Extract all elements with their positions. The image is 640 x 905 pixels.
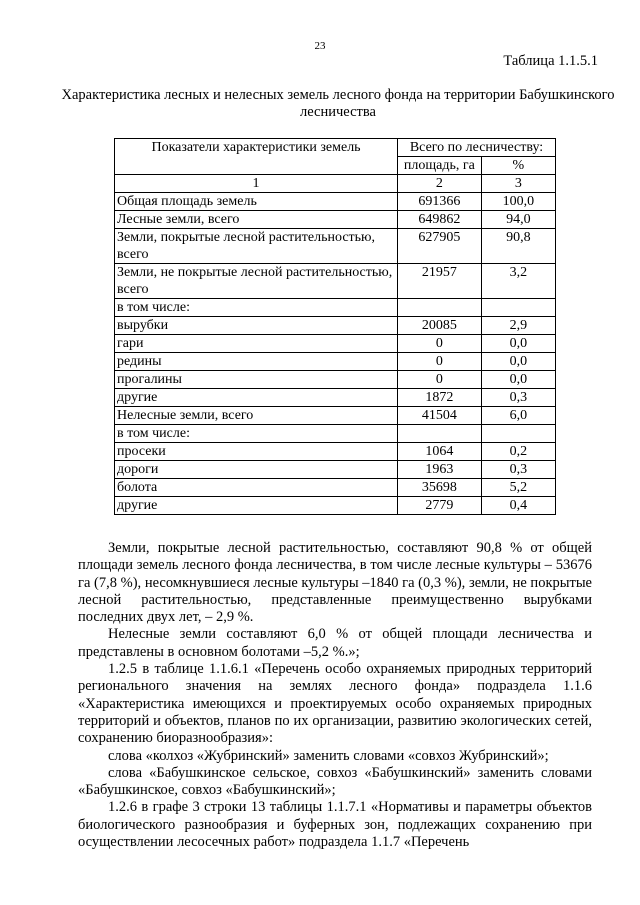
row-area: 649862 xyxy=(398,211,482,229)
row-percent: 6,0 xyxy=(481,407,555,425)
row-percent: 5,2 xyxy=(481,479,555,497)
land-characteristics-table xyxy=(114,138,556,515)
table-row xyxy=(115,407,556,425)
row-area: 20085 xyxy=(398,317,482,335)
row-label: просеки xyxy=(115,443,398,461)
row-area xyxy=(398,425,482,443)
header-total: Всего по лесничеству: xyxy=(398,139,556,157)
table-row xyxy=(115,389,556,407)
row-area: 41504 xyxy=(398,407,482,425)
paragraph: слова «колхоз «Жубринский» заменить словами «совхоз Жубринский»; xyxy=(108,747,549,764)
row-percent: 100,0 xyxy=(481,193,555,211)
row-area: 2779 xyxy=(398,497,482,515)
header-area: площадь, га xyxy=(398,157,482,175)
row-percent: 0,2 xyxy=(481,443,555,461)
paragraph: Земли, покрытые лесной растительностью, составляют 90,8 % от общей площади земель лесного фонда лесничества, в том числе лесные культуры – 53676 га (7,8 %), несомкнувшиеся лесные культуры –1840 га (0,3 %), земли, не покрытые лесной растительностью, представленные преимущественно вырубками последних двух лет, – 2,9 %. xyxy=(78,540,592,626)
table-row xyxy=(115,229,556,264)
table-row xyxy=(115,299,556,317)
table-row xyxy=(115,317,556,335)
table-row xyxy=(115,211,556,229)
row-percent: 0,3 xyxy=(481,461,555,479)
column-number: 2 xyxy=(398,175,482,193)
row-label: дороги xyxy=(115,461,398,479)
row-label: Земли, не покрытые лесной растительностью, всего xyxy=(115,264,398,299)
table-row xyxy=(115,461,556,479)
row-area: 1872 xyxy=(398,389,482,407)
row-area: 0 xyxy=(398,353,482,371)
column-numbers-row xyxy=(115,175,556,193)
row-percent: 3,2 xyxy=(481,264,555,299)
row-percent xyxy=(481,425,555,443)
row-area: 1963 xyxy=(398,461,482,479)
paragraph: 1.2.5 в таблице 1.1.6.1 «Перечень особо охраняемых природных территорий регионального значения на землях лесного фонда» подраздела 1.1.6 «Характеристика имеющихся и проектируемых особо охраняемых природных территорий и объектов, планов по их организации, развитию экологических сетей, сохранению биоразнообразия»: xyxy=(78,661,592,747)
table-row xyxy=(115,264,556,299)
row-percent: 0,0 xyxy=(481,335,555,353)
table-row xyxy=(115,353,556,371)
table-row xyxy=(115,443,556,461)
row-area: 21957 xyxy=(398,264,482,299)
row-area: 0 xyxy=(398,371,482,389)
table-row xyxy=(115,335,556,353)
row-percent: 2,9 xyxy=(481,317,555,335)
row-percent: 0,0 xyxy=(481,371,555,389)
header-indicator: Показатели характеристики земель xyxy=(115,139,398,175)
paragraph: слова «Бабушкинское сельское, совхоз «Бабушкинский» заменить словами «Бабушкинское, совхоз «Бабушкинский»; xyxy=(78,764,592,799)
row-percent: 90,8 xyxy=(481,229,555,264)
row-percent: 0,4 xyxy=(481,497,555,515)
column-number: 1 xyxy=(115,175,398,193)
table-header-row xyxy=(115,139,556,157)
row-label: болота xyxy=(115,479,398,497)
row-label: Нелесные земли, всего xyxy=(115,407,398,425)
table-label: Таблица 1.1.5.1 xyxy=(503,53,598,69)
row-area: 1064 xyxy=(398,443,482,461)
row-label: другие xyxy=(115,497,398,515)
table-row xyxy=(115,193,556,211)
paragraph: Нелесные земли составляют 6,0 % от общей площади лесничества и представлены в основном болотами –5,2 %.»; xyxy=(78,626,592,660)
row-label: в том числе: xyxy=(115,299,398,317)
row-label: гари xyxy=(115,335,398,353)
paragraph: 1.2.6 в графе 3 строки 13 таблицы 1.1.7.1 «Нормативы и параметры объектов биологического разнообразия и буферных зон, подлежащих сохранению при осуществлении лесосечных работ» подраздела 1.1.7 «Перечень xyxy=(78,799,592,851)
row-label: редины xyxy=(115,353,398,371)
row-label: вырубки xyxy=(115,317,398,335)
row-percent: 0,0 xyxy=(481,353,555,371)
body-text xyxy=(78,540,592,851)
row-label: Земли, покрытые лесной растительностью, всего xyxy=(115,229,398,264)
table-row xyxy=(115,479,556,497)
table-row xyxy=(115,371,556,389)
row-area: 627905 xyxy=(398,229,482,264)
row-area: 35698 xyxy=(398,479,482,497)
table-title: Характеристика лесных и нелесных земель лесного фонда на территории Бабушкинского лесничества xyxy=(61,87,615,120)
page-number: 23 xyxy=(314,40,326,52)
row-percent: 0,3 xyxy=(481,389,555,407)
row-label: прогалины xyxy=(115,371,398,389)
row-label: в том числе: xyxy=(115,425,398,443)
row-label: Общая площадь земель xyxy=(115,193,398,211)
column-number: 3 xyxy=(481,175,555,193)
row-percent: 94,0 xyxy=(481,211,555,229)
row-area: 691366 xyxy=(398,193,482,211)
header-percent: % xyxy=(481,157,555,175)
table-row xyxy=(115,425,556,443)
row-percent xyxy=(481,299,555,317)
row-label: Лесные земли, всего xyxy=(115,211,398,229)
row-area: 0 xyxy=(398,335,482,353)
row-label: другие xyxy=(115,389,398,407)
row-area xyxy=(398,299,482,317)
table-row xyxy=(115,497,556,515)
